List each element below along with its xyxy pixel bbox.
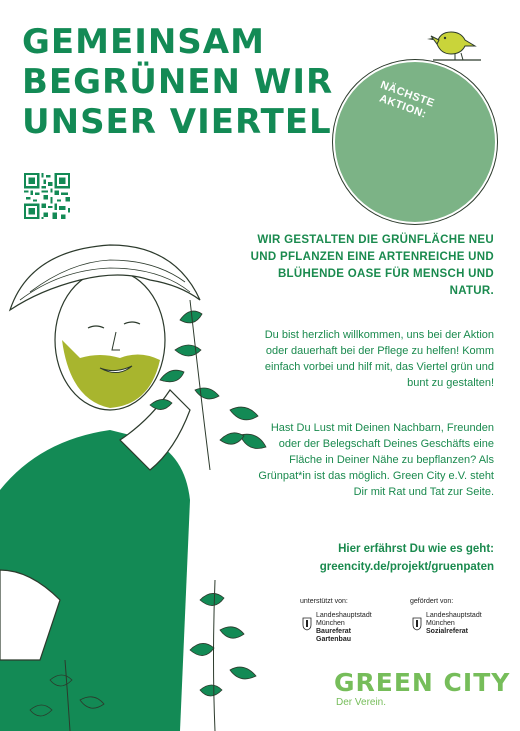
munich-crest-icon <box>302 617 312 631</box>
sponsor-1-dept1: Baureferat <box>316 628 352 635</box>
cta-heading: Hier erfährst Du wie es geht: <box>338 543 494 555</box>
sponsor-2-dept1: Sozialreferat <box>426 628 469 635</box>
lead-text: WIR GESTALTEN DIE GRÜNFLÄCHE NEU UND PFLANZEN EINE ARTENREICHE UND BLÜHENDE OASE FÜR MENSCH UND NATUR. <box>250 234 494 297</box>
sponsor-2-line1: Landeshauptstadt <box>426 612 482 619</box>
headline-line-1: GEMEINSAM <box>22 22 265 62</box>
green-city-tagline: Der Verein. <box>336 697 387 708</box>
paragraph-welcome: Du bist herzlich willkommen, uns bei der Aktion oder dauerhaft bei der Pflege zu helfen! Komm einfach vorbei und hilf mit, das Viertel grün und bunt zu gestalten! <box>264 329 494 389</box>
call-to-action <box>254 540 494 576</box>
sponsor-1-dept2: Gartenbau <box>316 636 352 643</box>
headline <box>22 22 342 142</box>
paragraph-invitation: Hast Du Lust mit Deinen Nachbarn, Freunden oder der Belegschaft Deines Geschäfts eine Fläche in Deiner Nähe zu bepflanzen? Als Grünpat*in ist das möglich. Green City e.V. steht Dir mit Rat und Tat zur Seite. <box>258 422 494 498</box>
munich-crest-icon <box>412 617 422 631</box>
next-action-circle <box>333 60 497 224</box>
bird-icon <box>425 22 485 70</box>
sponsor-2 <box>426 612 482 636</box>
headline-line-2: BEGRÜNEN WIR <box>22 62 334 102</box>
sponsor-2-line2: München <box>426 620 455 627</box>
sponsor-label-2: gefördert von: <box>410 598 454 605</box>
sponsor-label-1: unterstützt von: <box>300 598 348 605</box>
sponsor-1 <box>316 612 372 644</box>
sponsor-1-line1: Landeshauptstadt <box>316 612 372 619</box>
cta-link[interactable]: greencity.de/projekt/gruenpaten <box>319 561 494 573</box>
next-action-label: NÄCHSTE AKTION: <box>377 79 437 121</box>
green-city-logo: GREEN CITY <box>334 668 511 697</box>
headline-line-3: UNSER VIERTEL <box>22 102 332 142</box>
qr-code[interactable] <box>24 173 70 219</box>
sponsor-1-line2: München <box>316 620 345 627</box>
